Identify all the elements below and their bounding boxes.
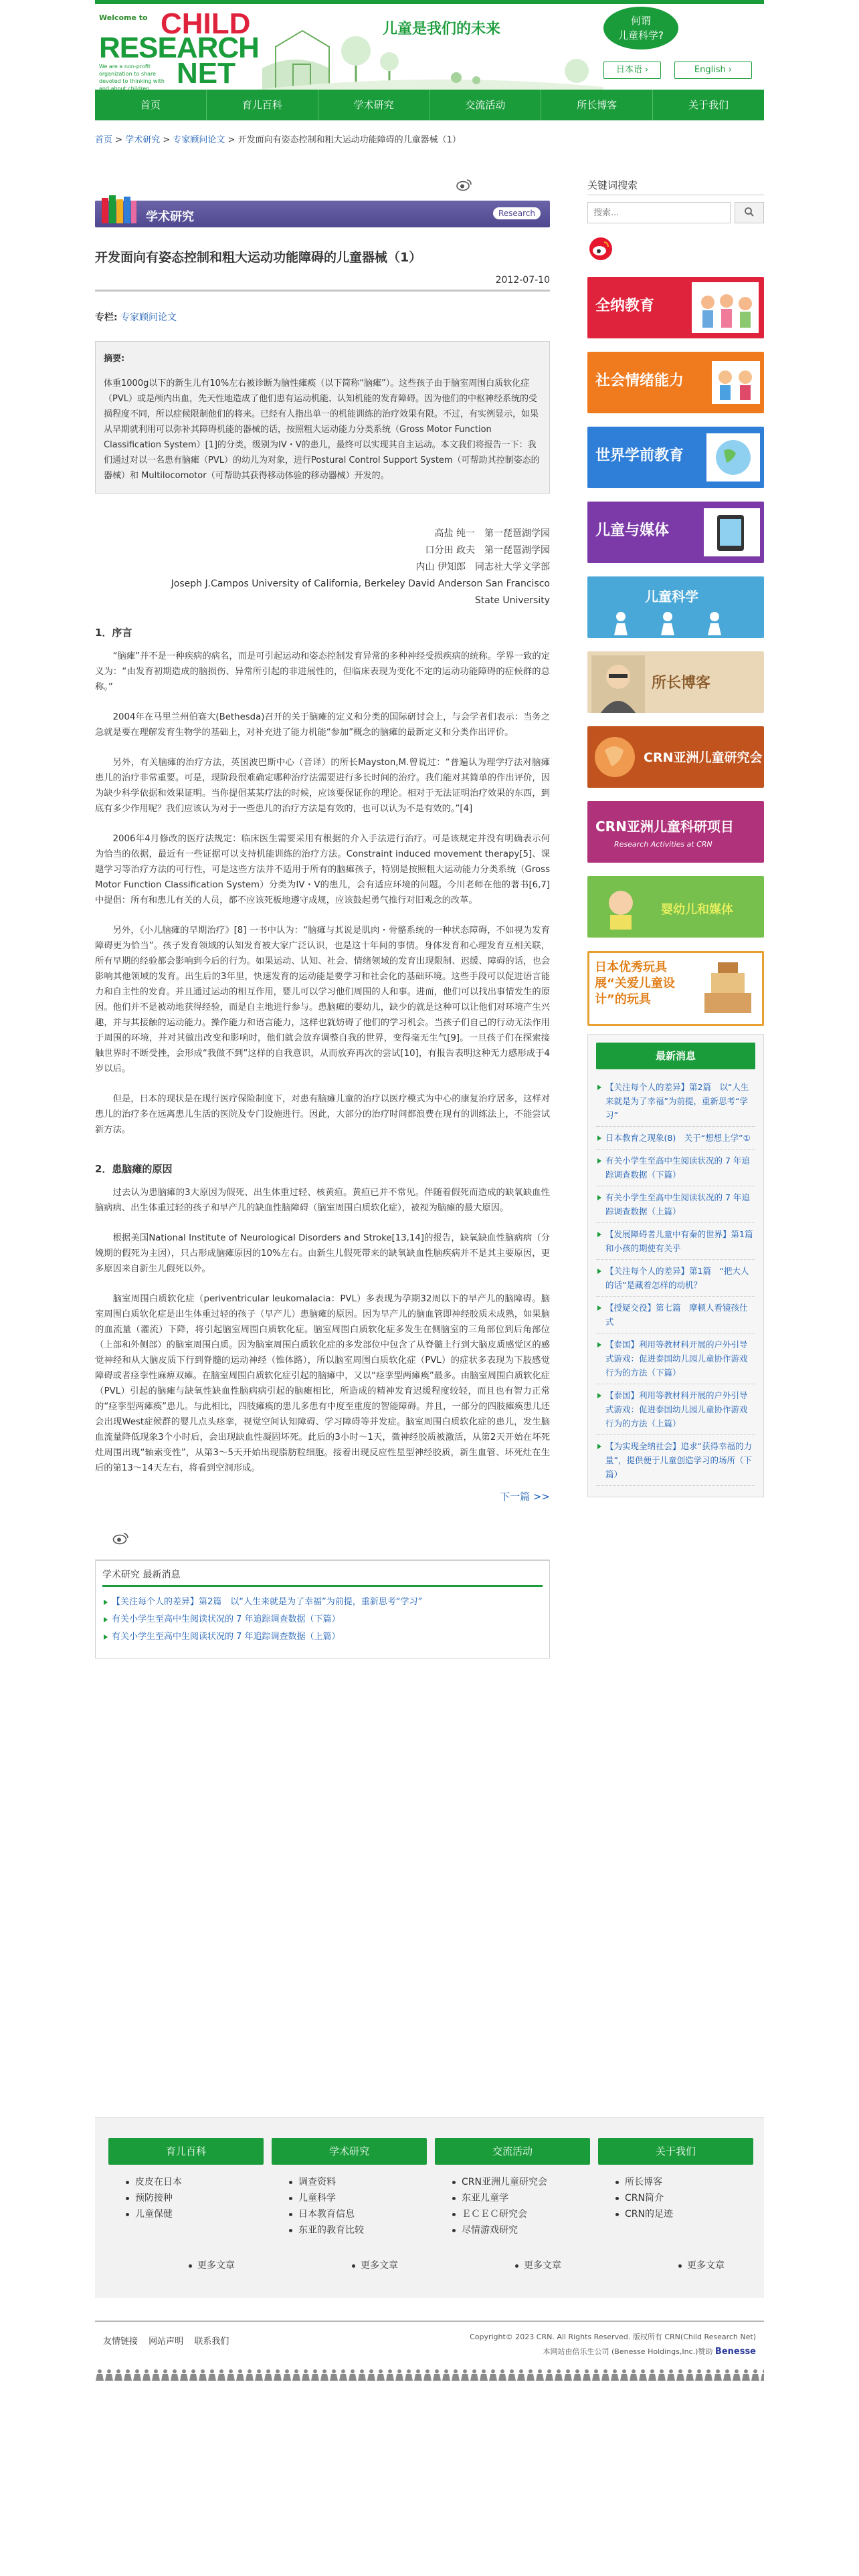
director-portrait-icon bbox=[591, 655, 645, 713]
footer-link[interactable]: 尽情游戏研究 bbox=[452, 2222, 590, 2238]
column-link[interactable]: 专家顾问论文 bbox=[120, 312, 177, 323]
abstract-box bbox=[95, 341, 550, 494]
header-wrapper bbox=[95, 4, 764, 1642]
search-icon bbox=[744, 207, 755, 217]
publisher-text: 本网站由倍乐生公司 (Benesse Holdings,Inc.)赞助 bbox=[543, 2347, 713, 2356]
banner-label: 儿童科学 bbox=[645, 588, 698, 605]
footer-more-link[interactable]: 更多文章 bbox=[515, 2258, 561, 2272]
section-latest-news bbox=[95, 1560, 550, 1658]
paragraph: 脑室周围白质软化症（periventricular leukomalacia：PVL）多表现为孕期32周以下的早产儿的脑障碍。脑室周围白质软化症是出生体重过轻的孩子（早产儿）患脑瘫的原因。因为早产儿的脑血管即神经胶质未成熟，如果脑的血流量（灌流）下降，将引起脑室周围白质软化症。脑室周围白质软化症多发生在侧脑室的三角部位到后角部位（上部和外侧部）的脑室周围白质。因为脑室周围白质软化症的多发部位中包含了从脊髓上行到大脑皮质感觉区的感觉神经和从大脑皮质下行到脊髓的运动神经（锥体路），所以脑室周围白质软化症（PVL）的症状多表现为下肢感觉障碍或者痉挛性麻痹双瘫。在脑室周围白质软化症引起的脑瘫中，又以“痉挛型两瘫痪”最多。由脑室周围白质软化症（PVL）引起的脑瘫与缺氧性缺血性脑病病引起的脑瘫相比，所造成的精神发育迟缓程度较轻，而且也有智力正常的“痉挛型两瘫痪”患儿。与此相比，四肢瘫痪的患儿多患有中度至重度的智能障碍。并且，一部分的四肢瘫痪患儿还会出现West症候群的婴儿点头痉挛，视觉空间认知障碍、学习障碍等并发症。脑室周围白质软化症的患儿，发生脑血流量降低现象3个小时后，会出现缺血性凝固坏死。此后的3小时～1天，微神经胶质被激活，从第2天开始在坏死灶周围出现“轴索变性”，从第3～5天开始出现脂肪粒细胞。接着出现反应性星型神经胶质，新生血管、坏死灶在生后的第13～14天左右，将看到空洞形成。 bbox=[95, 1294, 550, 1473]
footer-column-title[interactable]: 关于我们 bbox=[598, 2138, 753, 2165]
running-children-icon bbox=[587, 606, 764, 638]
footer-link[interactable]: 东亚儿童学 bbox=[452, 2190, 590, 2206]
list-item[interactable]: 有关小学生至高中生阅读状况的 7 年追踪调查数据（上篇） bbox=[102, 1628, 543, 1646]
news-item[interactable]: 【关注每个人的差异】第2篇 以“人生来就是为了幸福”为前提，重新思考“学习” bbox=[596, 1076, 755, 1127]
footer-sitemap bbox=[95, 2117, 764, 2298]
article-title: 开发面向有姿态控制和粗大运动功能障碍的儿童器械（1） bbox=[95, 250, 422, 265]
breadcrumb-expert-papers[interactable]: 专家顾问论文 bbox=[173, 135, 225, 145]
footer-more-link[interactable]: 更多文章 bbox=[352, 2258, 398, 2272]
list-item[interactable]: 有关小学生至高中生阅读状况的 7 年追踪调查数据（下篇） bbox=[102, 1611, 543, 1628]
header-slogan: 儿童是我们的未来 bbox=[383, 21, 501, 37]
tablet-icon bbox=[704, 508, 760, 556]
column-label: 专栏: bbox=[95, 312, 118, 323]
banner-label: CRN亚洲儿童研究会 bbox=[644, 750, 763, 765]
banner-crn-asia-research[interactable] bbox=[587, 726, 764, 788]
site-header bbox=[95, 4, 764, 90]
footer-column-title[interactable]: 学术研究 bbox=[272, 2138, 427, 2165]
article-column bbox=[95, 178, 550, 1658]
banner-label: 全纳教育 bbox=[595, 298, 655, 314]
nav-events[interactable]: 交流活动 bbox=[430, 90, 541, 120]
section-latest-title: 学术研究 最新消息 bbox=[102, 1568, 543, 1587]
paragraph: 过去认为患脑瘫的3大原因为假死、出生体重过轻、核黄疸。黄疸已并不常见。伴随着假死而造成的缺氧缺血性脑病病、出生体重过轻的孩子和早产儿的缺血性脑障碍（脑室周围白质软化症），被视为脑瘫的最大原因。 bbox=[95, 1188, 550, 1213]
article-date: 2012-07-10 bbox=[95, 275, 550, 292]
breadcrumb-sep: > bbox=[225, 135, 238, 145]
footer-friend-links[interactable]: 友情链接 bbox=[103, 2337, 138, 2347]
lang-english-button[interactable]: English › bbox=[674, 62, 752, 79]
banner-label: 社会情绪能力 bbox=[595, 372, 684, 389]
bubble-line-1: 何谓 bbox=[630, 15, 651, 27]
search-row bbox=[587, 202, 764, 223]
footer-link[interactable]: 日本教育信息 bbox=[289, 2206, 427, 2222]
news-item[interactable]: 有关小学生至高中生阅读状况的 7 年追踪调查数据（下篇） bbox=[596, 1150, 755, 1186]
asia-map-icon bbox=[591, 733, 638, 781]
footer-link[interactable]: CRN简介 bbox=[615, 2190, 753, 2206]
footer-copyright-block bbox=[470, 2330, 756, 2359]
latest-news-box bbox=[587, 1034, 764, 1497]
main-nav bbox=[95, 90, 764, 120]
category-header-bar bbox=[95, 201, 550, 227]
news-item[interactable]: 【泰国】利用等教材科开展的户外引导式游戏：促进泰国幼儿园儿童协作游戏行为的方法（上篇） bbox=[596, 1384, 755, 1435]
banner-social-emotional[interactable] bbox=[587, 352, 764, 413]
nav-director-blog[interactable]: 所长博客 bbox=[541, 90, 653, 120]
author-list bbox=[95, 526, 550, 609]
search-input[interactable] bbox=[587, 202, 731, 223]
paragraph: 另外，《小儿脑瘫的早期治疗》[8] 一书中认为：“脑瘫与其说是肌肉・骨骼系统的一种状态障碍，不如视为发育障碍更为恰当”。孩子发育领域的认知发育被大家广泛认识，也是这十年间的事情。身体发育和心理发育互相关联，所有早期的经验都会影响到今后的行为。如果运动、认知、社会、情绪领域的发育出现限制、迟缓、障碍的话，也会影响其他领域的发育。出生后的3年里，快速发育的运动能是要学习和社会化的基础环境。这些手段可以促进语言能力和自主性的发育。并且通过运动的相互作用，婴儿可以学习他们周围的人和事。进而，他们可以找出事情发生的原因。他们并不是被动地获得经验，而是自主地进行参与。患脑瘫的婴幼儿，缺少的就是这种可以让他们对环境产生兴趣，并与其接触的运动能力。操作能力和语言能力，这样也就妨碍了他们的学习机会。当孩子们自己的行动无法作用于周围的环境，并对其做出改变和影响时，他们就会放弃调整自我的世界，变得毫无生气[9]。一旦孩子们在探索接触世界时不断受挫，会形成“我做不到”这样的自我意识，从而放弃再次的尝试[10]，有报告表明这种无力感形成于4岁以后。 bbox=[95, 926, 550, 1074]
nav-home[interactable]: 首页 bbox=[95, 90, 207, 120]
sidebar bbox=[587, 178, 764, 1497]
footer-column-about bbox=[598, 2138, 753, 2222]
list-item[interactable]: 【关注每个人的差异】第2篇 以“人生来就是为了幸福”为前提，重新思考“学习” bbox=[102, 1594, 543, 1611]
banner-children-media[interactable] bbox=[587, 502, 764, 563]
paragraph: 另外，有关脑瘫的治疗方法，英国波巴斯中心（音译）的所长Mayston,M.曾说过：“普遍认为理学疗法对脑瘫患儿的治疗非常重要。可是，现阶段很难确定哪种治疗法需要进行多长时间的治疗。我们能对其简单的作出评价，因为缺少科学依据和效果证明。当你提倡某某疗法的时候，应该要保证你的理论。相对于无法证明治疗效果的东西，到底有多少作用呢？我们应该认为对于一些患儿的治疗方法是有效的，也可以认为不是有效的。”[4] bbox=[95, 758, 550, 814]
author-line: 口分田 政夫 第一琵琶湖学园 bbox=[425, 545, 550, 556]
author-line: 内山 伊知郎 同志社大学文学部 bbox=[415, 562, 550, 572]
search-button[interactable] bbox=[735, 202, 764, 223]
author-line: State University bbox=[474, 595, 550, 606]
banner-director-blog[interactable] bbox=[587, 651, 764, 713]
breadcrumb-sep: > bbox=[112, 135, 126, 145]
nav-about[interactable]: 关于我们 bbox=[688, 99, 729, 111]
footer-link[interactable]: ＥＣＥＣ研究会 bbox=[452, 2206, 590, 2222]
paragraph: 根据美国National Institute of Neurological Disorders and Stroke[13,14]的报告，缺氧缺血性脑病病（分娩期的假死为主因），只占形成脑瘫原因的10%左右。由新生儿假死带来的缺氧缺血性脑疾病并不是其主要原因，更多原因来自新生儿假死以外。 bbox=[95, 1233, 550, 1274]
news-item[interactable]: 【为实现全纳社会】追求“获得幸福的力量”，提供便于儿童创造学习的场所（下篇） bbox=[596, 1435, 755, 1486]
breadcrumb-home[interactable]: 首页 bbox=[95, 135, 113, 145]
news-item[interactable]: 【泰国】利用等教材科开展的户外引导式游戏：促进泰国幼儿园儿童协作游戏行为的方法（下篇） bbox=[596, 1333, 755, 1384]
footer-column-title[interactable]: 交流活动 bbox=[435, 2138, 590, 2165]
section-latest-list bbox=[102, 1594, 543, 1646]
footer-more-link[interactable]: 更多文章 bbox=[678, 2258, 725, 2272]
banner-crn-asia-project[interactable] bbox=[587, 801, 764, 863]
logo-welcome: Welcome to bbox=[99, 13, 148, 22]
footer-more-link[interactable]: 更多文章 bbox=[189, 2258, 235, 2272]
footer-column-title[interactable]: 育儿百科 bbox=[108, 2138, 264, 2165]
books-icon bbox=[100, 194, 138, 225]
faces-icon bbox=[712, 361, 760, 404]
footer-column-research bbox=[272, 2138, 427, 2238]
banner-infants-media[interactable] bbox=[587, 876, 764, 938]
footer-link[interactable]: CRN的足迹 bbox=[615, 2206, 753, 2222]
footer-bottom bbox=[95, 2321, 764, 2374]
what-is-child-science-bubble[interactable] bbox=[603, 7, 678, 49]
children-illustration-icon bbox=[692, 282, 759, 333]
category-en-badge: Research bbox=[493, 207, 541, 219]
footer-link[interactable]: 东亚的教育比较 bbox=[289, 2222, 427, 2238]
footer-contact[interactable]: 联系我们 bbox=[194, 2337, 229, 2347]
banner-label: 儿童与媒体 bbox=[595, 522, 670, 539]
paragraph: 但是，日本的现状是在现行医疗保险制度下，对患有脑瘫儿童的治疗以医疗模式为中心的康复治疗居多，这样对患儿的治疗多在远离患儿生活的医院及专门设施进行。因此，大部分的治疗时间都浪费在现有的训练法上，不能尝试新方法。 bbox=[95, 1094, 550, 1135]
logo-word-child: CHILD bbox=[161, 7, 251, 40]
paragraph: 2006年4月修改的医疗法规定：临床医生需要采用有根据的介入手法进行治疗。可是该规定并没有明确表示何为恰当的依据，最近有一些证据可以支持机能训练的治疗方法。Constraint induced movement therapy[5]、课题学习等治疗方法的可行性，可是这些方法并不适用于所有的脑瘫孩子，特别是按照粗大运动能力分类系统（Gross Motor Function Classification System）分类为IV・V的患儿，会有适应环境的问题。今川老师在他的著书[6,7]中提倡：所有和患儿有关的人员，都不应该死板地遵守成规，应该鼓起勇气推行对旧观念的改革。 bbox=[95, 834, 550, 905]
logo-tagline: We are a non-profit organization to share devoted to thinking with and about children. bbox=[99, 64, 165, 92]
breadcrumb-research[interactable]: 学术研究 bbox=[125, 135, 161, 145]
abstract-text: 体重1000g以下的新生儿有10%左右被诊断为脑性瘫痪（以下简称“脑瘫”）。这些孩子由于脑室周围白质软化症（PVL）或是颅内出血，先天性地造成了他们患有运动机能、认知机能的发育障碍。因为他们的中枢神经系统的受损程度不同，所以症候限制他们的将来。已经有人指出单一的机能训练的治疗效果有限。不过，有实例显示，如果从早期就利用可以弥补其障碍机能的器械的话，按照粗大运动能力分类系统（Gross Motor Function Classification System）[1]的分类，级别为IV・V的患儿，最终可以实现其自主运动。本文我们将报告一下：我们通过对以一名患有脑瘫（PVL）的幼儿为对象，进行Postural Control Support System（可帮助其控制姿态的器械）和 Multilocomotor（可帮助其获得移动体验的移动器械）开发的。 bbox=[104, 379, 540, 481]
banner-subtitle: Research Activities at CRN bbox=[614, 840, 712, 849]
news-item[interactable]: 【授疑交役】第七篇 摩顿人看镜孩仕式 bbox=[596, 1297, 755, 1333]
footer-link[interactable]: 调查资料 bbox=[289, 2174, 427, 2190]
article-column-tag bbox=[95, 310, 550, 324]
news-item[interactable]: 有关小学生至高中生阅读状况的 7 年追踪调查数据（上篇） bbox=[596, 1186, 755, 1223]
bubble-line-2: 儿童科学? bbox=[618, 29, 664, 41]
section-2-heading: 2．患脑瘫的原因 bbox=[95, 1163, 173, 1175]
banner-label: CRN亚洲儿童科研项目 bbox=[595, 819, 734, 835]
nav-research[interactable]: 学术研究 bbox=[318, 90, 430, 120]
footer-link[interactable]: 所长博客 bbox=[615, 2174, 753, 2190]
news-item[interactable]: 【发展障碍者儿童中有秦的世界】第1篇 和小孩的期使有关乎 bbox=[596, 1223, 755, 1260]
logo-word-net: NET bbox=[177, 57, 235, 90]
weibo-share-icon[interactable] bbox=[456, 178, 472, 191]
nav-parenting[interactable]: 育儿百科 bbox=[207, 90, 318, 120]
footer-link[interactable]: 儿童保健 bbox=[126, 2206, 264, 2222]
banner-label: 婴幼儿和媒体 bbox=[661, 903, 733, 917]
lang-japanese-button[interactable]: 日本语 › bbox=[603, 62, 661, 79]
paragraph: 2004年在马里兰州伯赛大(Bethesda)召开的关于脑瘫的定义和分类的国际研讨会上，与会学者们表示：当务之急就是要在理解发育生物学的基础上，对补充进了能力机能“参加”概念的脑瘫的最新定义和分类作出评价。 bbox=[95, 712, 550, 738]
wooden-toy-icon bbox=[698, 960, 758, 1017]
globe-icon bbox=[706, 433, 760, 481]
footer-link[interactable]: CRN亚洲儿童研究会 bbox=[452, 2174, 590, 2190]
news-item[interactable]: 日本教育之现象(8) 关于“想想上学”① bbox=[596, 1127, 755, 1150]
people-pattern-strip bbox=[95, 2369, 764, 2381]
baby-icon bbox=[594, 883, 654, 931]
benesse-logo[interactable]: Benesse bbox=[714, 2347, 756, 2357]
paragraph: “脑瘫”并不是一种疾病的病名，而是可引起运动和姿态控制发育异常的多种神经受损疾病的统称。学界一致的定义为：“由发育初期造成的脑损伤、异常所引起的非进展性的，但临床表现为变化不定的运动功能障碍的症候群的总称。” bbox=[95, 651, 550, 692]
news-item[interactable]: 【关注每个人的差异】第1篇 “把大人的话”是藏着怎样的动机？ bbox=[596, 1260, 755, 1297]
latest-news-title: 最新消息 bbox=[596, 1043, 755, 1069]
footer-link[interactable]: 皮皮在日本 bbox=[126, 2174, 264, 2190]
latest-news-list bbox=[596, 1076, 761, 1486]
abstract-label: 摘要: bbox=[104, 354, 125, 364]
weibo-icon[interactable] bbox=[587, 237, 614, 261]
banner-label: 世界学前教育 bbox=[595, 447, 684, 464]
footer-site-statement[interactable]: 网站声明 bbox=[149, 2337, 184, 2347]
banner-world-preschool[interactable] bbox=[587, 427, 764, 488]
author-line: Joseph J.Campos University of California, Berkeley David Anderson San Francisco bbox=[171, 578, 550, 589]
breadcrumb-sep: > bbox=[160, 135, 173, 145]
section-1-heading: 1．序言 bbox=[95, 627, 132, 639]
banner-child-science[interactable] bbox=[587, 576, 764, 638]
copyright-text: Copyright© 2023 CRN. All Rights Reserved. 版权所有 CRN(Child Research Net) bbox=[470, 2333, 756, 2341]
banner-label: 日本优秀玩具展“关爱儿童设计”的玩具 bbox=[595, 960, 675, 1006]
footer-link[interactable]: 预防接种 bbox=[126, 2190, 264, 2206]
footer-column-parenting bbox=[108, 2138, 264, 2222]
author-line: 高盐 纯一 第一琵琶湖学园 bbox=[434, 528, 550, 539]
breadcrumb bbox=[95, 132, 764, 145]
keyword-search-title: 关键词搜索 bbox=[587, 178, 764, 195]
breadcrumb-current: 开发面向有姿态控制和粗大运动功能障碍的儿童器械（1） bbox=[237, 135, 461, 145]
footer-link[interactable]: 儿童科学 bbox=[289, 2190, 427, 2206]
logo-word-research: RESEARCH bbox=[99, 31, 259, 64]
site-logo[interactable] bbox=[96, 7, 259, 92]
category-title: 学术研究 bbox=[146, 210, 194, 224]
footer-column-events bbox=[435, 2138, 590, 2238]
weibo-share-icon[interactable] bbox=[112, 1531, 130, 1545]
next-page-link[interactable]: 下一篇 >> bbox=[500, 1491, 550, 1503]
banner-inclusive-education[interactable] bbox=[587, 277, 764, 338]
banner-japan-toy-award[interactable] bbox=[587, 951, 764, 1026]
footer-bottom-links bbox=[103, 2334, 237, 2347]
banner-label: 所长博客 bbox=[652, 675, 711, 691]
